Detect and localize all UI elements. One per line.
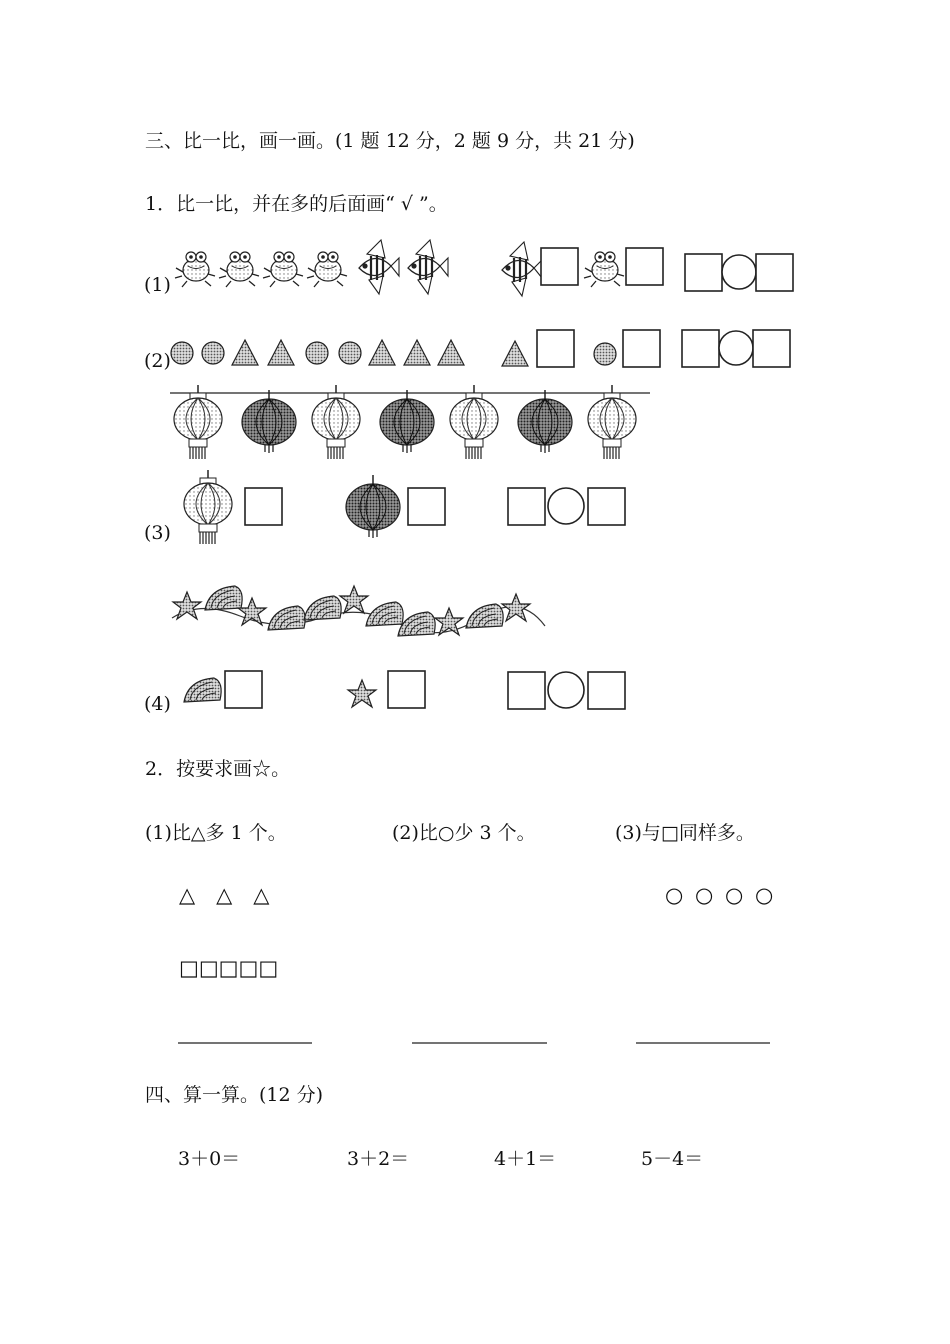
triangle-row: △ △ △ bbox=[179, 883, 270, 907]
compare-circle[interactable] bbox=[722, 255, 756, 289]
circle-icon bbox=[306, 342, 328, 364]
starfish-icon bbox=[340, 586, 368, 613]
compare-circle[interactable] bbox=[548, 488, 584, 524]
circle-icon bbox=[594, 343, 616, 365]
triangle-icon bbox=[404, 340, 430, 365]
triangle-icon bbox=[232, 340, 258, 365]
circle-icon bbox=[171, 342, 193, 364]
shell-icon bbox=[466, 604, 503, 628]
starfish-icon bbox=[502, 594, 530, 621]
light-lantern-icon bbox=[174, 385, 222, 459]
answer-box[interactable] bbox=[626, 248, 663, 285]
circle-row: ○ ○ ○ ○ bbox=[665, 883, 774, 907]
compare-circle[interactable] bbox=[548, 672, 584, 708]
triangle-icon bbox=[268, 340, 294, 365]
answer-box[interactable] bbox=[623, 330, 660, 367]
problem-4: 5－4＝ bbox=[641, 1148, 704, 1170]
frog-icon bbox=[175, 252, 215, 287]
answer-box[interactable] bbox=[541, 248, 578, 285]
light-lantern-icon bbox=[312, 385, 360, 459]
dark-lantern-icon bbox=[380, 390, 434, 453]
compare-box-left[interactable] bbox=[508, 672, 545, 709]
shell-icon bbox=[304, 596, 341, 620]
item-2-label: (2) bbox=[144, 350, 171, 372]
question-1-prompt: 1．比一比，并在多的后面画“ √ ”。 bbox=[145, 193, 448, 215]
dark-lantern-icon bbox=[346, 475, 400, 538]
square-row: □□□□□ bbox=[179, 956, 279, 980]
problem-1: 3＋0＝ bbox=[178, 1148, 241, 1170]
frog-icon bbox=[584, 252, 624, 287]
shell-icon bbox=[268, 606, 305, 630]
answer-box[interactable] bbox=[388, 671, 425, 708]
compare-circle[interactable] bbox=[719, 331, 753, 365]
answer-box[interactable] bbox=[408, 488, 445, 525]
item-3-label: (3) bbox=[144, 522, 171, 544]
question-2-prompt: 2．按要求画☆。 bbox=[145, 758, 291, 780]
problem-3: 4＋1＝ bbox=[494, 1148, 557, 1170]
circle-icon bbox=[339, 342, 361, 364]
section-3-heading: 三、比一比，画一画。(1 题 12 分，2 题 9 分，共 21 分) bbox=[145, 130, 635, 152]
dark-lantern-icon bbox=[518, 390, 572, 453]
frog-icon bbox=[307, 252, 347, 287]
compare-box-left[interactable] bbox=[682, 330, 719, 367]
item-4-label: (4) bbox=[144, 693, 171, 715]
fish-icon bbox=[502, 242, 542, 296]
part-1-label: (1)比△多 1 个。 bbox=[145, 822, 287, 844]
fish-icon bbox=[408, 240, 448, 294]
triangle-icon bbox=[369, 340, 395, 365]
triangle-icon bbox=[438, 340, 464, 365]
light-lantern-icon bbox=[450, 385, 498, 459]
shell-icon bbox=[205, 586, 242, 610]
light-lantern-icon bbox=[588, 385, 636, 459]
light-lantern-icon bbox=[184, 470, 232, 544]
circle-icon bbox=[202, 342, 224, 364]
shell-icon bbox=[366, 602, 403, 626]
compare-box-right[interactable] bbox=[756, 254, 793, 291]
dark-lantern-icon bbox=[242, 390, 296, 453]
compare-box-left[interactable] bbox=[685, 254, 722, 291]
frog-icon bbox=[219, 252, 259, 287]
part-3-label: (3)与□同样多。 bbox=[615, 822, 755, 844]
fish-icon bbox=[359, 240, 399, 294]
answer-box[interactable] bbox=[225, 671, 262, 708]
starfish-icon bbox=[348, 680, 376, 707]
frog-icon bbox=[263, 252, 303, 287]
answer-box[interactable] bbox=[537, 330, 574, 367]
item-1-label: (1) bbox=[144, 274, 171, 296]
compare-box-right[interactable] bbox=[588, 488, 625, 525]
problem-2: 3＋2＝ bbox=[347, 1148, 410, 1170]
triangle-icon bbox=[502, 341, 528, 366]
shell-icon bbox=[184, 678, 221, 702]
section-4-heading: 四、算一算。(12 分) bbox=[145, 1084, 324, 1106]
answer-box[interactable] bbox=[245, 488, 282, 525]
part-2-label: (2)比○少 3 个。 bbox=[392, 822, 536, 844]
compare-box-left[interactable] bbox=[508, 488, 545, 525]
compare-box-right[interactable] bbox=[588, 672, 625, 709]
compare-box-right[interactable] bbox=[753, 330, 790, 367]
